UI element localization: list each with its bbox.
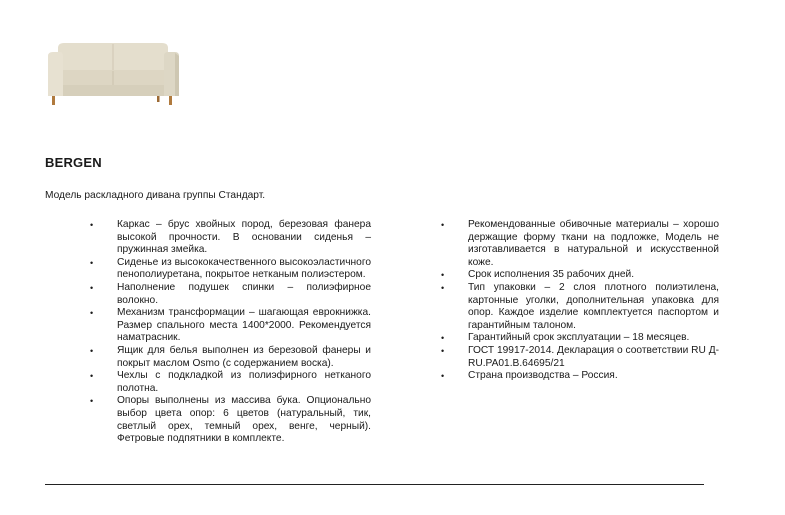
bullet-icon: •	[90, 345, 94, 356]
list-item-text: Наполнение подушек спинки – полиэфирное волокно.	[117, 281, 371, 306]
list-item	[90, 282, 371, 307]
list-item-text: Рекомендованные обивочные материалы – хорошо держащие форму ткани на подложке, Модель не изготавливается в натуральной и искусственной коже.	[468, 219, 719, 268]
list-item	[90, 345, 371, 370]
list-item-text: Страна производства – Россия.	[468, 370, 618, 382]
sofa-illustration	[44, 40, 182, 108]
bullet-icon: •	[90, 396, 94, 407]
list-item-text: Каркас – брус хвойных пород, березовая фанера высокой прочности. В основании сиденья – пружинная змейка.	[117, 219, 371, 256]
features-list-right	[441, 219, 719, 383]
list-item	[441, 345, 719, 370]
list-item-text: Чехлы с подкладкой из полиэфирного нетканого полотна.	[117, 370, 371, 394]
list-item	[441, 282, 719, 332]
list-item	[441, 219, 719, 269]
list-item	[90, 307, 371, 345]
list-item	[441, 332, 719, 345]
list-item-text: Срок исполнения 35 рабочих дней.	[468, 269, 635, 281]
bullet-icon: •	[90, 220, 94, 230]
features-list-left	[90, 219, 371, 446]
bullet-icon: •	[441, 220, 445, 230]
list-item-text: Сиденье из высококачественного высокоэластичного пенополиуретана, покрытое нетканым полиэстером.	[117, 256, 371, 281]
product-subtitle: Модель раскладного дивана группы Стандарт.	[45, 190, 266, 201]
bullet-icon: •	[441, 371, 445, 382]
list-item-text: Опоры выполнены из массива бука. Опционально выбор цвета опор: 6 цветов (натуральный, тик, светлый орех, темный орех, венге, черный). Фетровые подпятники в комплекте.	[117, 395, 371, 445]
bullet-icon: •	[441, 333, 445, 344]
list-item-text: Гарантийный срок эксплуатации – 18 месяцев.	[468, 332, 690, 344]
bullet-icon: •	[90, 371, 94, 382]
list-item	[90, 395, 371, 445]
bullet-icon: •	[441, 345, 445, 356]
list-item-text: Тип упаковки – 2 слоя плотного полиэтилена, картонные уголки, дополнительная упаковка для опор. Каждое изделие комплектуется паспортом и гарантийным талоном.	[468, 281, 719, 331]
list-item-text: ГОСТ 19917-2014. Декларация о соответствии RU Д-RU.PA01.B.64695/21	[468, 344, 719, 369]
footer-divider	[45, 484, 704, 485]
bullet-icon: •	[90, 308, 94, 319]
bullet-icon: •	[90, 257, 94, 268]
list-item-text: Механизм трансформации – шагающая еврокнижка. Размер спального места 1400*2000. Рекомендуется наматрасник.	[117, 307, 371, 344]
list-item	[90, 219, 371, 257]
list-item-text: Ящик для белья выполнен из березовой фанеры и покрыт маслом Osmo (с содержанием воска).	[117, 344, 371, 369]
list-item	[441, 269, 719, 282]
bullet-icon: •	[441, 282, 445, 293]
product-title: BERGEN	[45, 155, 102, 170]
bullet-icon: •	[441, 270, 445, 281]
list-item	[90, 370, 371, 395]
list-item	[90, 257, 371, 282]
bullet-icon: •	[90, 282, 94, 293]
list-item	[441, 370, 719, 383]
